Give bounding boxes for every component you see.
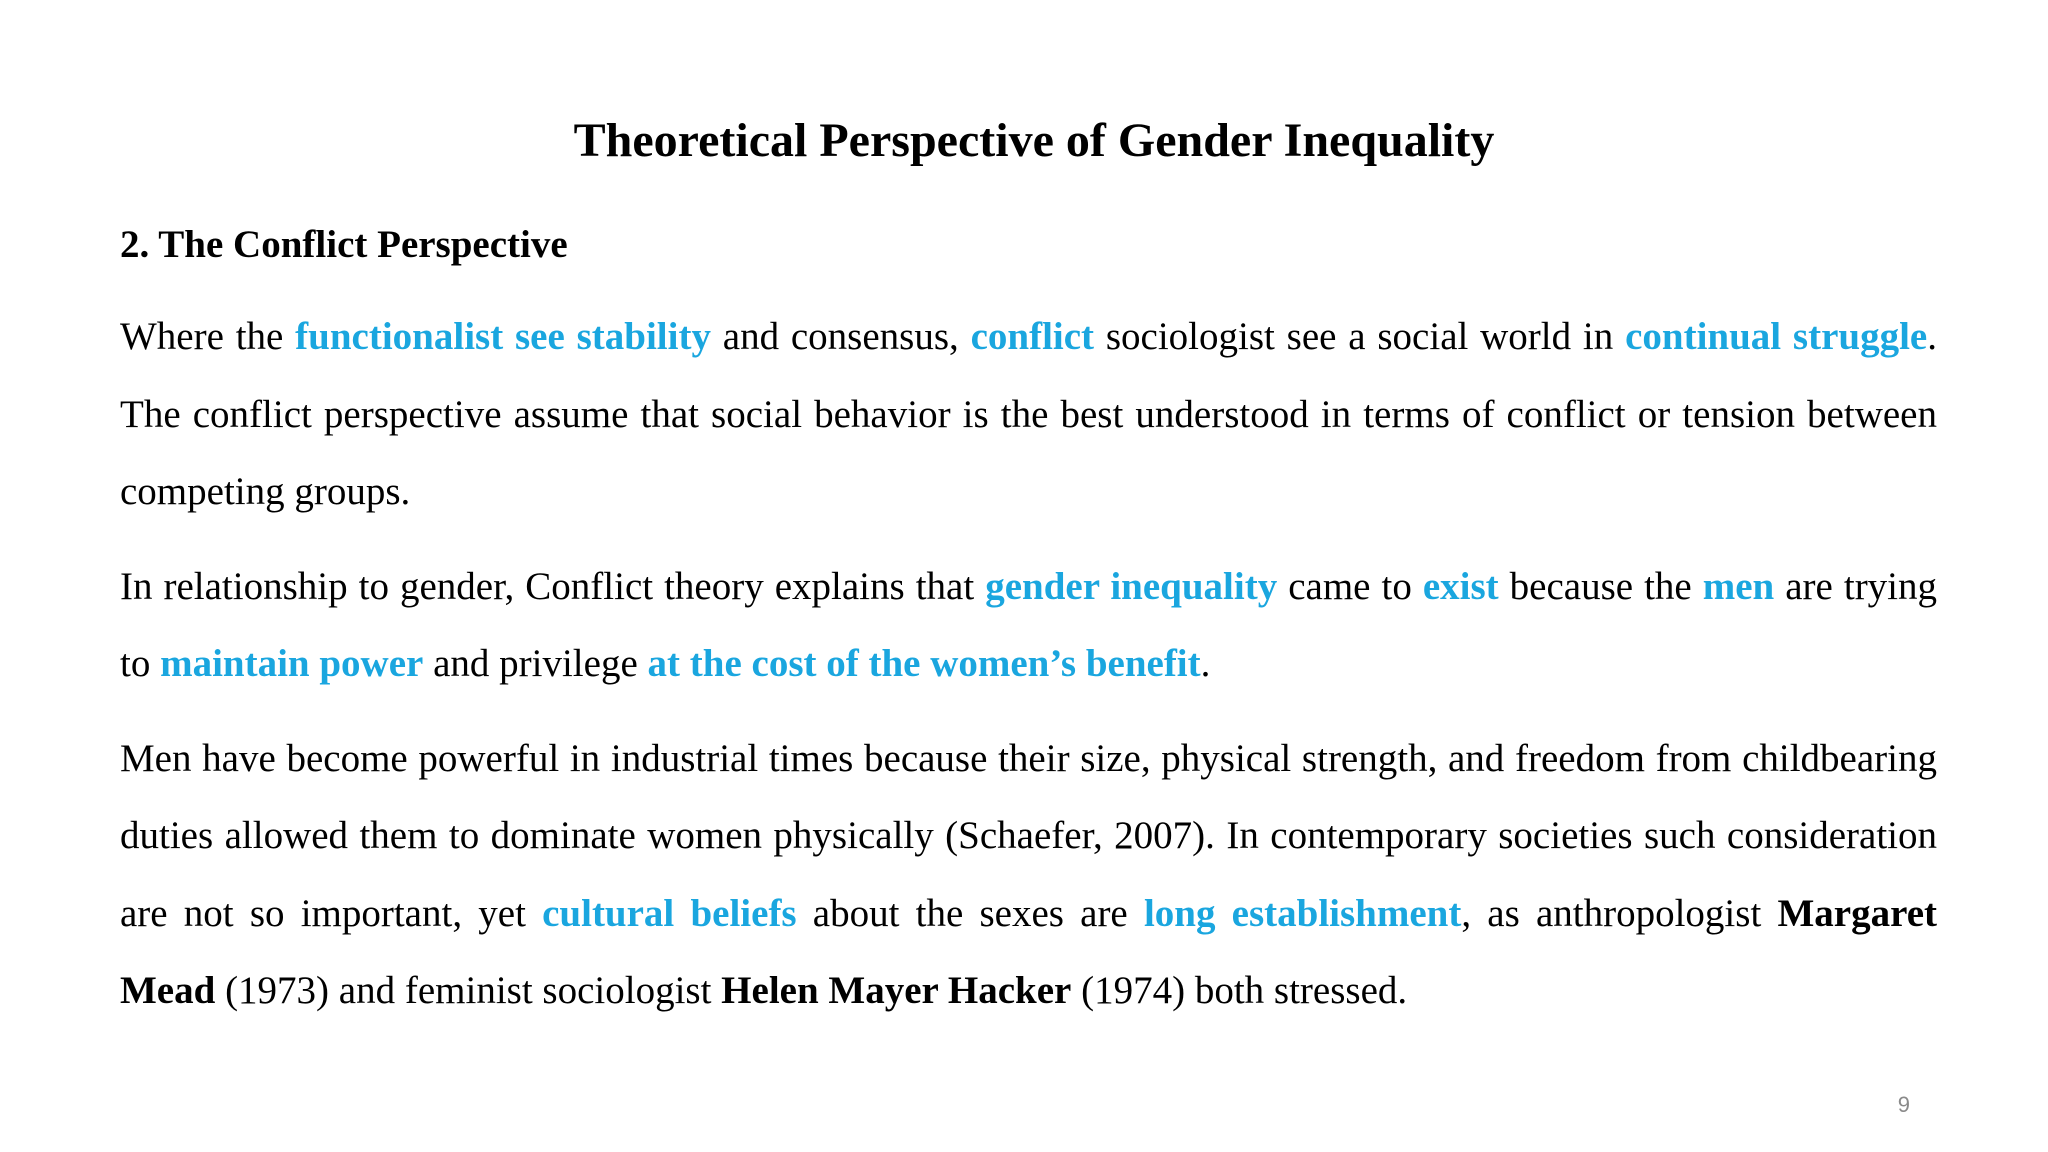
paragraph-1 [120, 298, 1937, 531]
text-span: (1974) both stressed. [1071, 969, 1408, 1012]
page-number: 9 [1897, 1092, 1910, 1117]
section-heading: 2. The Conflict Perspective [120, 223, 568, 266]
paragraph-3 [120, 720, 1937, 1030]
text-span: and privilege [423, 642, 648, 685]
text-span: , as anthropologist [1461, 891, 1778, 935]
text-span: because the [1498, 564, 1703, 608]
highlight-text: continual struggle [1625, 315, 1928, 358]
text-span: sociologist see a social world in [1094, 315, 1626, 358]
highlight-text: long establishment [1143, 891, 1462, 935]
highlight-text: maintain power [160, 642, 424, 685]
slide-title: Theoretical Perspective of Gender Inequality [573, 114, 1495, 167]
text-span: Where the [120, 315, 296, 358]
text-span: came to [1277, 564, 1423, 608]
paragraph-2 [120, 548, 1937, 703]
text-span: In relationship to gender, Conflict theory explains that [120, 564, 986, 608]
highlight-text: gender inequality [985, 564, 1278, 608]
text-span: . [1200, 642, 1211, 685]
highlight-text: cultural beliefs [542, 891, 797, 935]
text-span: and consensus, [710, 315, 971, 358]
highlight-text: exist [1422, 564, 1499, 608]
slide-content [120, 215, 1937, 1047]
highlight-text: conflict [970, 315, 1095, 358]
text-span: are trying to [120, 564, 1938, 685]
bold-name: Helen Mayer Hacker [721, 969, 1072, 1012]
highlight-text: at the cost of the women’s benefit [647, 642, 1201, 685]
bold-name: Margaret Mead [120, 891, 1938, 1012]
highlight-text: functionalist see stability [295, 315, 711, 358]
text-span: (1973) and feminist sociologist [215, 969, 722, 1012]
text-span: Men have become powerful in industrial times because their size, physical strength, and freedom from childbearing duties allowed them to dominate women physically (Schaefer, 2007). In contemporary societies such consideration are not so important, yet [120, 736, 1937, 935]
text-span: about the sexes are [796, 891, 1144, 935]
highlight-text: men [1702, 564, 1775, 608]
text-span: . The conflict perspective assume that social behavior is the best understood in terms of conflict or tension between competing groups. [120, 315, 1937, 513]
